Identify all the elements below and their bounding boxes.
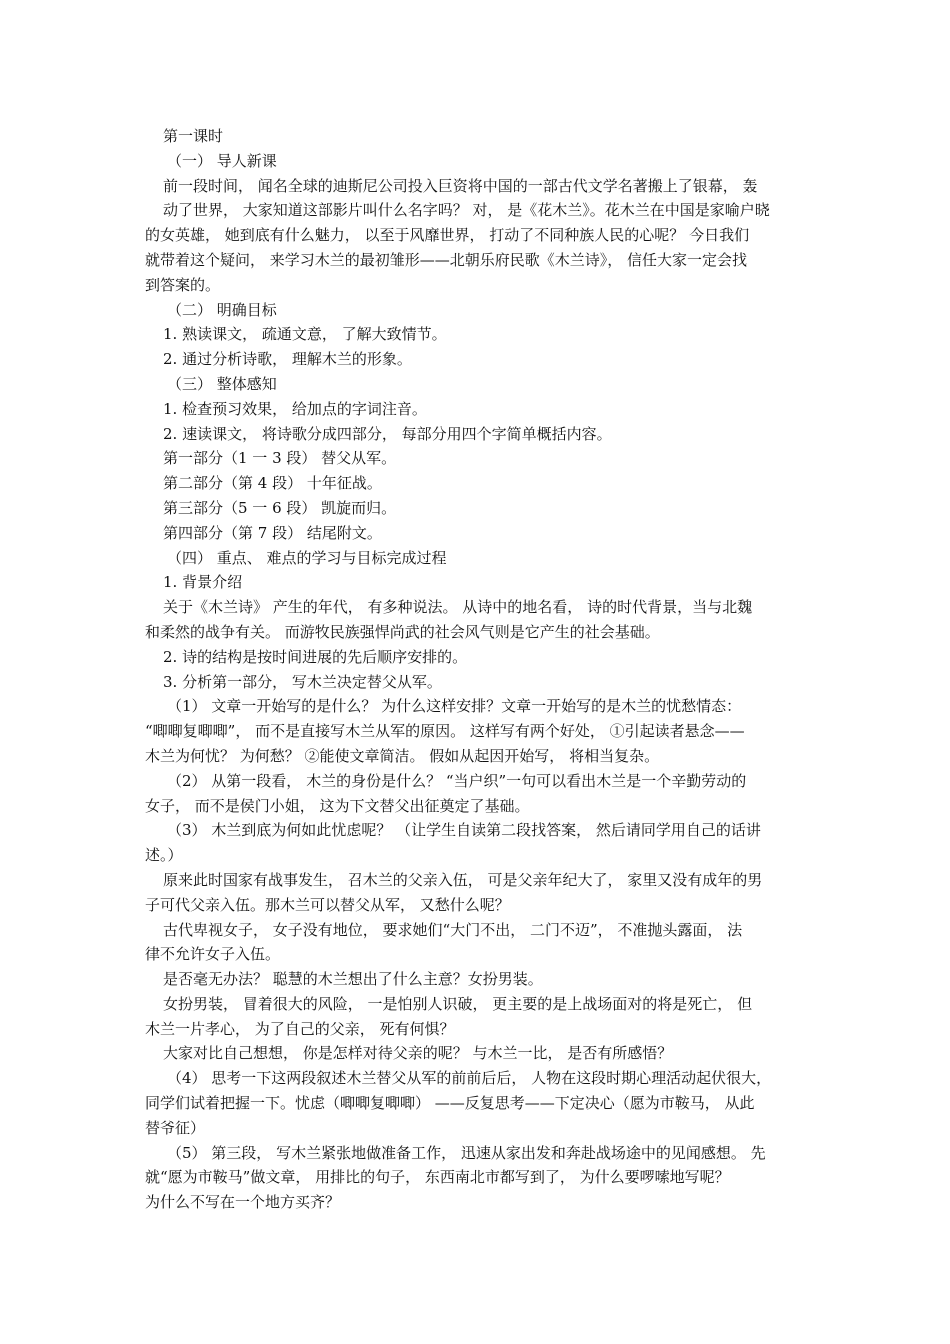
text-line: 到答案的。: [145, 275, 221, 294]
text-line: （2） 从第一段看， 木兰的身份是什么？ “当户织”一句可以看出木兰是一个辛勤劳动的: [167, 771, 747, 790]
text-line: 木兰为何忧？ 为何愁？ ②能使文章简洁。 假如从起因开始写， 将相当复杂。: [145, 746, 660, 765]
text-line: 前一段时间， 闻名全球的迪斯尼公司投入巨资将中国的一部古代文学名著搬上了银幕， 轰: [163, 176, 758, 195]
text-line: 木兰一片孝心， 为了自己的父亲， 死有何惧？: [145, 1019, 455, 1038]
text-line: 2. 诗的结构是按时间进展的先后顺序安排的。: [163, 647, 468, 666]
text-line: （一） 导人新课: [167, 151, 277, 170]
text-line: 述。）: [145, 846, 183, 865]
text-line: 3. 分析第一部分， 写木兰决定替父从军。: [163, 672, 442, 691]
text-line: 动了世界， 大家知道这部影片叫什么名字吗？ 对， 是《花木兰》。花木兰在中国是家喻户晓: [163, 201, 770, 220]
text-line: （二） 明确目标: [167, 300, 277, 319]
text-line: 大家对比自己想想， 你是怎样对待父亲的呢？ 与木兰一比， 是否有所感悟？: [163, 1044, 673, 1063]
text-line: 同学们试着把握一下。忧虑（唧唧复唧唧） ——反复思考——下定决心（愿为市鞍马， 从此: [145, 1094, 755, 1113]
text-line: 是否毫无办法？ 聪慧的木兰想出了什么主意？女扮男装。: [163, 970, 543, 989]
text-line: 第二部分（第 4 段） 十年征战。: [163, 474, 382, 493]
text-line: （四） 重点、 难点的学习与目标完成过程: [167, 548, 447, 567]
text-line: （三） 整体感知: [167, 374, 277, 393]
text-line: 律不允许女子入伍。: [145, 945, 281, 964]
text-line: 女扮男装， 冒着很大的风险， 一是怕别人识破， 更主要的是上战场面对的将是死亡， 但: [163, 994, 753, 1013]
text-line: 子可代父亲入伍。那木兰可以替父从军， 又愁什么呢？: [145, 895, 510, 914]
text-line: 为什么不写在一个地方买齐？: [145, 1193, 341, 1212]
text-line: “唧唧复唧唧”， 而不是直接写木兰从军的原因。 这样写有两个好处， ①引起读者悬念——: [145, 722, 745, 741]
text-line: （3） 木兰到底为何如此忧虑呢？ （让学生自读第二段找答案， 然后请同学用自己的话讲: [167, 821, 761, 840]
text-line: 第一课时: [163, 127, 224, 145]
text-line: 第四部分（第 7 段） 结尾附文。: [163, 523, 382, 542]
text-line: 1. 熟读课文， 疏通文意， 了解大致情节。: [163, 325, 447, 344]
text-line: 2. 速读课文， 将诗歌分成四部分， 每部分用四个字简单概括内容。: [163, 424, 612, 443]
text-line: 1. 背景介绍: [163, 573, 243, 592]
text-line: 和柔然的战争有关。 而游牧民族强悍尚武的社会风气则是它产生的社会基础。: [145, 622, 660, 641]
text-line: 第三部分（5 一 6 段） 凯旋而归。: [163, 498, 397, 517]
text-line: （1） 文章一开始写的是什么？ 为什么这样安排？文章一开始写的是木兰的忧愁情态：: [167, 697, 742, 716]
text-line: 女子， 而不是侯门小姐， 这为下文替父出征奠定了基础。: [145, 796, 530, 815]
text-line: 第一部分（1 一 3 段） 替父从军。: [163, 449, 397, 468]
text-line: 古代卑视女子， 女子没有地位， 要求她们“大门不出， 二门不迈”， 不准抛头露面， 法: [163, 920, 743, 939]
text-line: 就“愿为市鞍马”做文章， 用排比的句子， 东西南北市都写到了， 为什么要啰嗦地写呢？: [145, 1168, 730, 1187]
text-line: 原来此时国家有战事发生， 召木兰的父亲入伍， 可是父亲年纪大了， 家里又没有成年的男: [163, 870, 763, 889]
text-line: （4） 思考一下这两段叙述木兰替父从军的前前后后， 人物在这段时期心理活动起伏很大，: [167, 1069, 772, 1088]
text-line: （5） 第三段， 写木兰紧张地做准备工作， 迅速从家出发和奔赴战场途中的见闻感想。 先: [167, 1143, 766, 1162]
text-line: 替爷征）: [145, 1118, 206, 1137]
text-line: 1. 检查预习效果， 给加点的字词注音。: [163, 399, 427, 418]
text-line: 关于《木兰诗》 产生的年代， 有多种说法。 从诗中的地名看， 诗的时代背景，当与北魏: [163, 598, 753, 617]
text-line: 2. 通过分析诗歌， 理解木兰的形象。: [163, 350, 412, 369]
text-line: 就带着这个疑问， 来学习木兰的最初雏形——北朝乐府民歌《木兰诗》， 信任大家一定会找: [145, 250, 748, 269]
text-line: 的女英雄， 她到底有什么魅力， 以至于风靡世界， 打动了不同种族人民的心呢？ 今日我们: [145, 226, 750, 245]
document-body: [145, 124, 805, 1215]
